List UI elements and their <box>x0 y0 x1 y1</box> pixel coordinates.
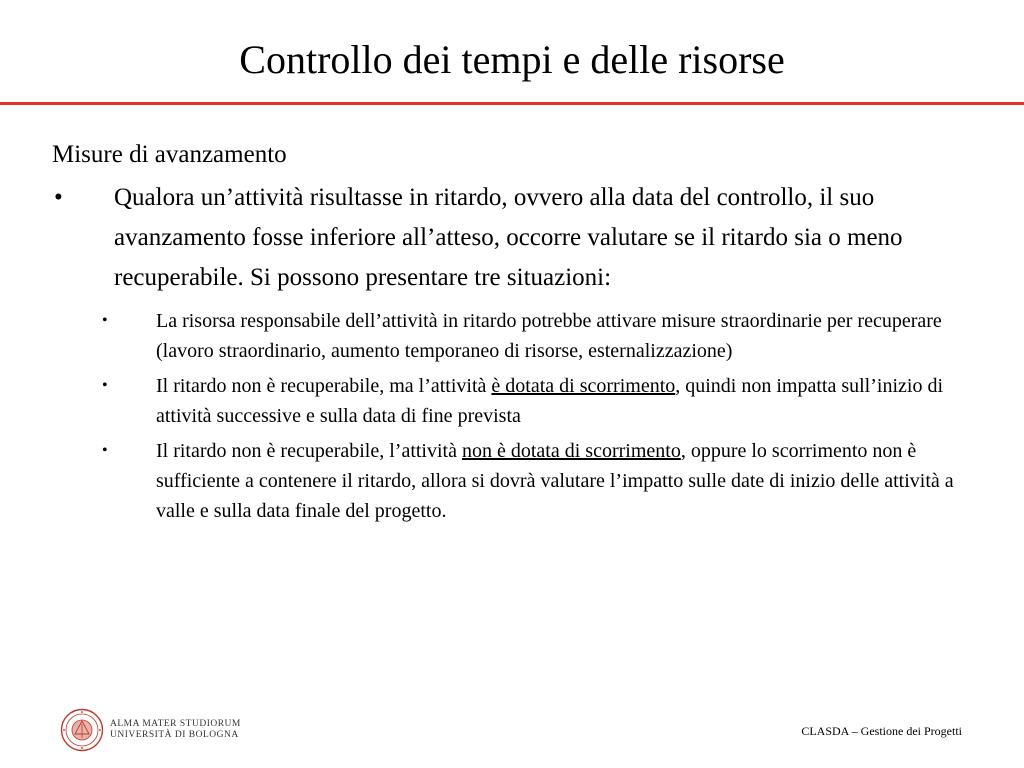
logo-wordmark <box>110 719 241 741</box>
slide-title: Controllo dei tempi e delle risorse <box>239 37 785 82</box>
sub-bullet-underlined: non è dotata di scorrimento <box>461 440 681 462</box>
university-logo <box>60 706 241 754</box>
sub-bullet-underlined: è dotata di scorrimento <box>491 375 676 397</box>
sub-bullet-item <box>52 371 992 431</box>
bullet-marker: • <box>54 184 63 211</box>
sub-bullet-item <box>52 306 992 366</box>
sub-bullet-text-after: , quindi non impatta sull’inizio di attività successive e sulla data di fine prevista <box>156 375 944 427</box>
sub-bullet-item <box>52 436 992 526</box>
bullet-level1-text: Qualora un’attività risultasse in ritardo, ovvero alla data del controllo, il suo avanzamento fosse inferiore all’atteso, occorre valutare se il ritardo sia o meno recuperabile. Si possono presentare tre situazioni: <box>114 184 903 291</box>
bullet-level1 <box>52 178 992 298</box>
footer-course-label: CLASDA – Gestione dei Progetti <box>801 724 962 738</box>
bullet-marker: • <box>102 312 108 329</box>
section-heading: Misure di avanzamento <box>52 141 287 168</box>
sub-bullet-text: La risorsa responsabile dell’attività in ritardo potrebbe attivare misure straordinarie per recuperare (lavoro straordinario, aumento temporaneo di risorse, esternalizzazione) <box>156 310 942 362</box>
sub-bullet-text-before: Il ritardo non è recuperabile, l’attività <box>156 440 462 462</box>
sub-bullet-text-after: , oppure lo scorrimento non è sufficiente a contenere il ritardo, allora si dovrà valutare l’impatto sulle date di inizio delle attività a valle e sulla data finale del progetto. <box>156 440 954 522</box>
title-divider <box>0 102 1024 105</box>
university-seal-icon <box>60 708 104 752</box>
sub-bullet-text-before: Il ritardo non è recuperabile, ma l’attività <box>156 375 492 397</box>
slide-body <box>52 138 992 531</box>
bullet-marker: • <box>102 442 108 459</box>
bullet-marker: • <box>102 377 108 394</box>
logo-line: UNIVERSITÀ DI BOLOGNA <box>110 730 239 740</box>
sub-bullet-list <box>52 306 992 526</box>
logo-line: ALMA MATER STUDIORUM <box>110 719 241 729</box>
